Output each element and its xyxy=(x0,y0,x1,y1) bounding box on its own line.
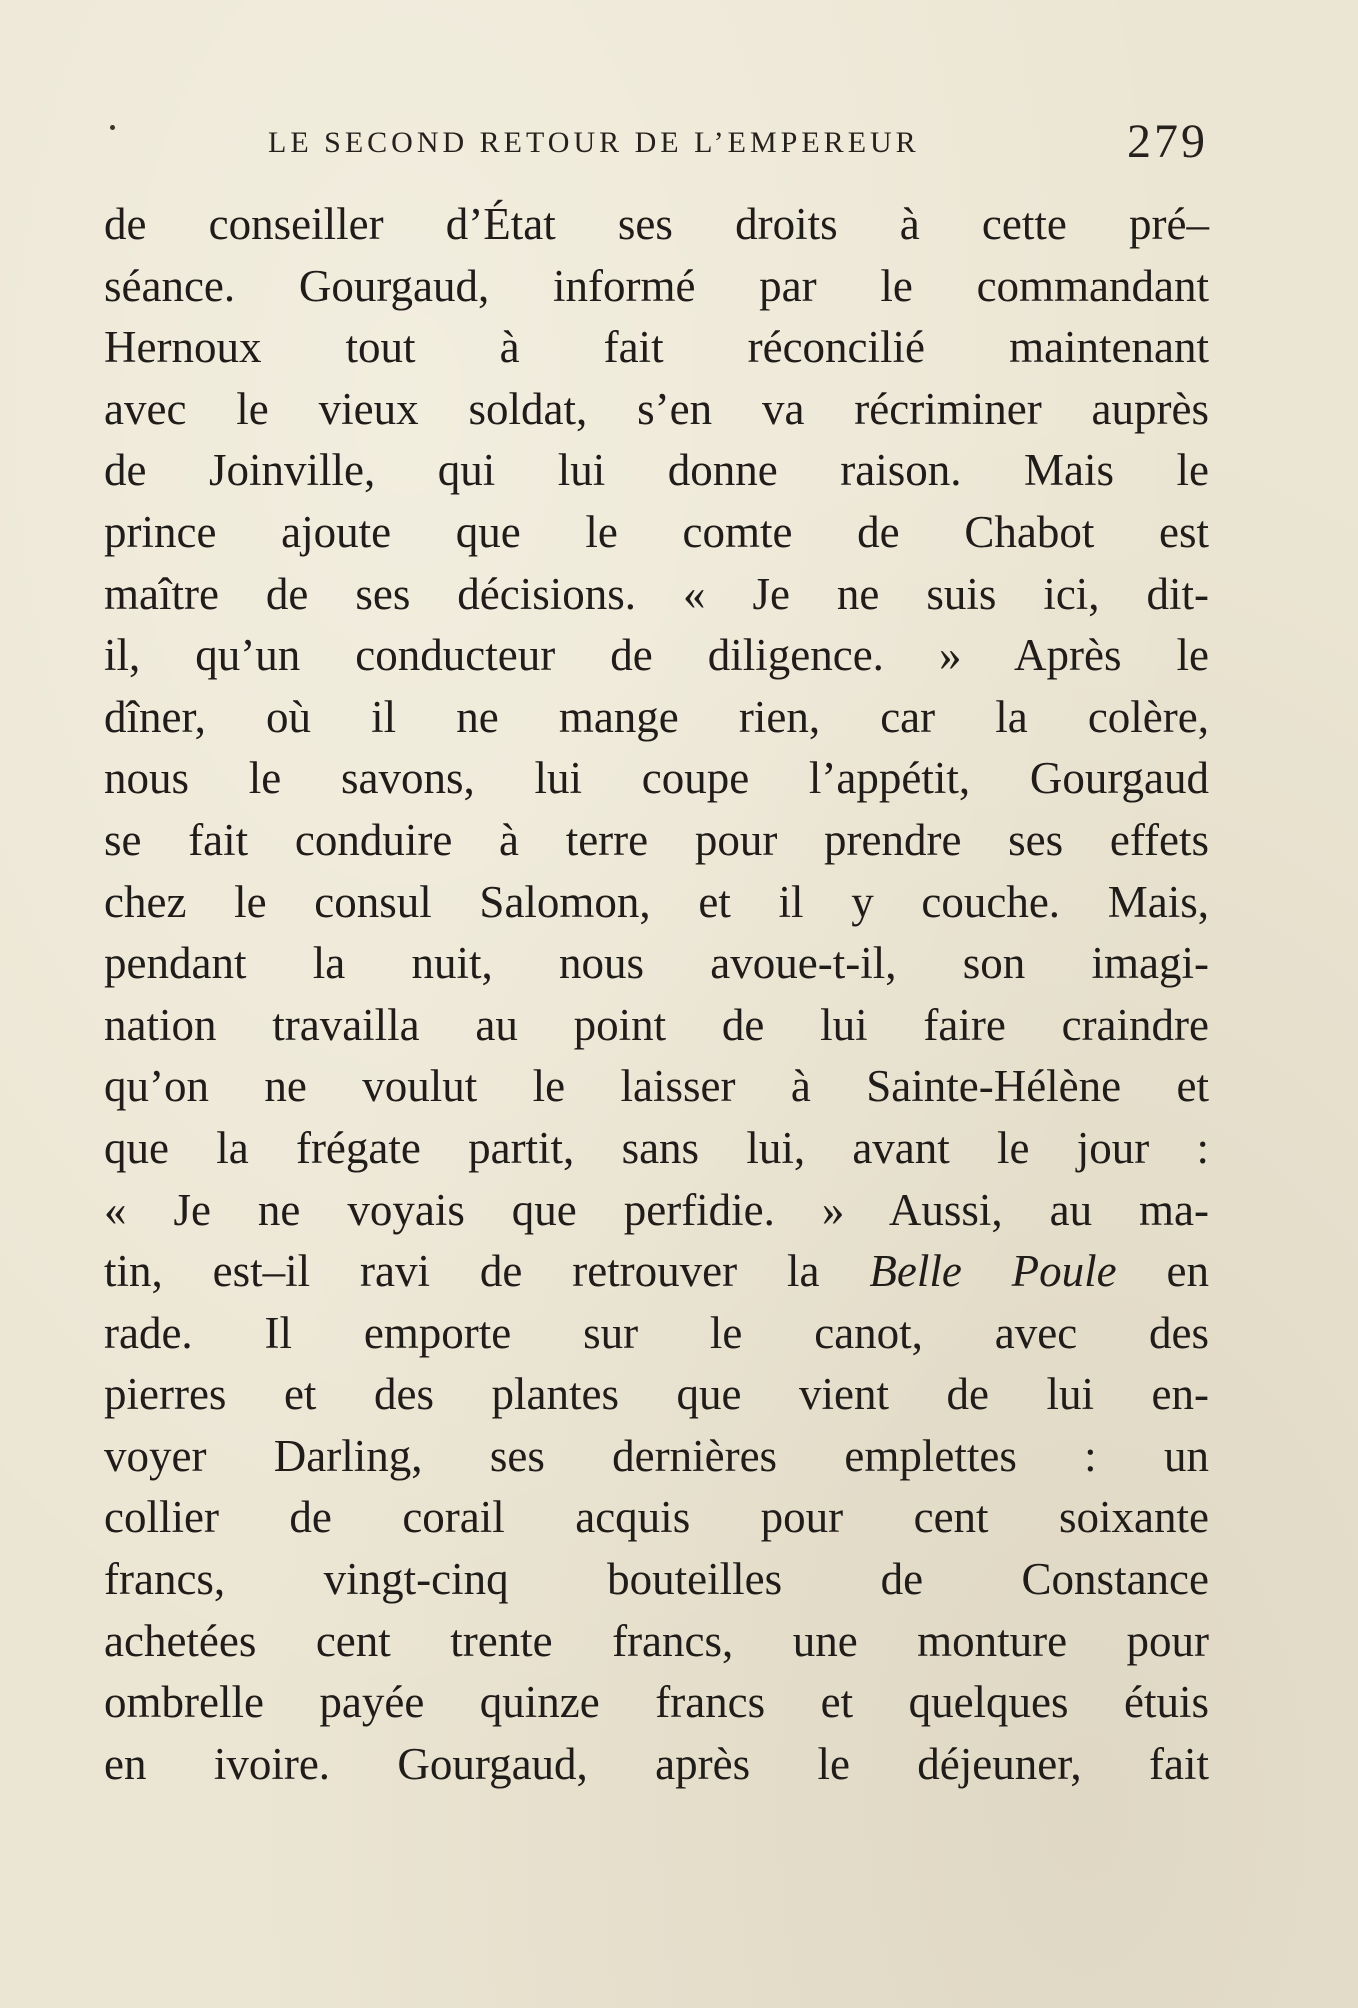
text-segment: en xyxy=(1116,1246,1210,1297)
text-line: collier de corail acquis pour cent soixante xyxy=(104,1492,1209,1543)
text-line: « Je ne voyais que perfidie. » Aussi, au ma- xyxy=(104,1184,1209,1235)
text-line: achetées cent trente francs, une monture pour xyxy=(104,1615,1209,1666)
ink-speck xyxy=(110,125,115,130)
text-line: se fait conduire à terre pour prendre ses effets xyxy=(104,814,1209,865)
text-segment: tin, est–il ravi de retrouver la xyxy=(104,1246,870,1297)
text-line: de conseiller d’État ses droits à cette pré– xyxy=(104,199,1209,249)
text-line: que la frégate partit, sans lui, avant le jour : xyxy=(104,1122,1209,1173)
text-line-with-italic xyxy=(104,1241,1209,1303)
text-line: maître de ses décisions. « Je ne suis ici, dit- xyxy=(104,568,1209,619)
running-head xyxy=(118,115,1208,168)
text-line: nation travailla au point de lui faire craindre xyxy=(104,999,1209,1050)
text-line: Hernoux tout à fait réconcilié maintenant xyxy=(104,322,1209,373)
text-line: avec le vieux soldat, s’en va récriminer auprès xyxy=(104,383,1209,434)
body-text xyxy=(104,194,1209,1795)
text-line: ombrelle payée quinze francs et quelques étuis xyxy=(104,1677,1209,1728)
text-line: prince ajoute que le comte de Chabot est xyxy=(104,506,1209,557)
text-line: rade. Il emporte sur le canot, avec des xyxy=(104,1307,1209,1358)
text-line: chez le consul Salomon, et il y couche. Mais, xyxy=(104,876,1209,927)
text-line: francs, vingt-cinq bouteilles de Constance xyxy=(104,1554,1209,1605)
text-line: pendant la nuit, nous avoue-t-il, son imagi- xyxy=(104,938,1209,989)
text-line: de Joinville, qui lui donne raison. Mais le xyxy=(104,445,1209,496)
ship-name-italic: Belle Poule xyxy=(869,1246,1117,1297)
page-number: 279 xyxy=(1127,115,1208,168)
text-line: séance. Gourgaud, informé par le commandant xyxy=(104,260,1209,311)
running-title: LE SECOND RETOUR DE L’EMPEREUR xyxy=(268,126,920,159)
text-line: nous le savons, lui coupe l’appétit, Gourgaud xyxy=(104,753,1209,804)
text-line: voyer Darling, ses dernières emplettes : un xyxy=(104,1430,1209,1481)
text-line: dîner, où il ne mange rien, car la colère, xyxy=(104,691,1209,742)
text-line: pierres et des plantes que vient de lui en- xyxy=(104,1369,1209,1420)
text-line: qu’on ne voulut le laisser à Sainte-Hélène et xyxy=(104,1061,1209,1112)
text-line: en ivoire. Gourgaud, après le déjeuner, fait xyxy=(104,1738,1209,1789)
text-line: il, qu’un conducteur de diligence. » Après le xyxy=(104,630,1209,681)
